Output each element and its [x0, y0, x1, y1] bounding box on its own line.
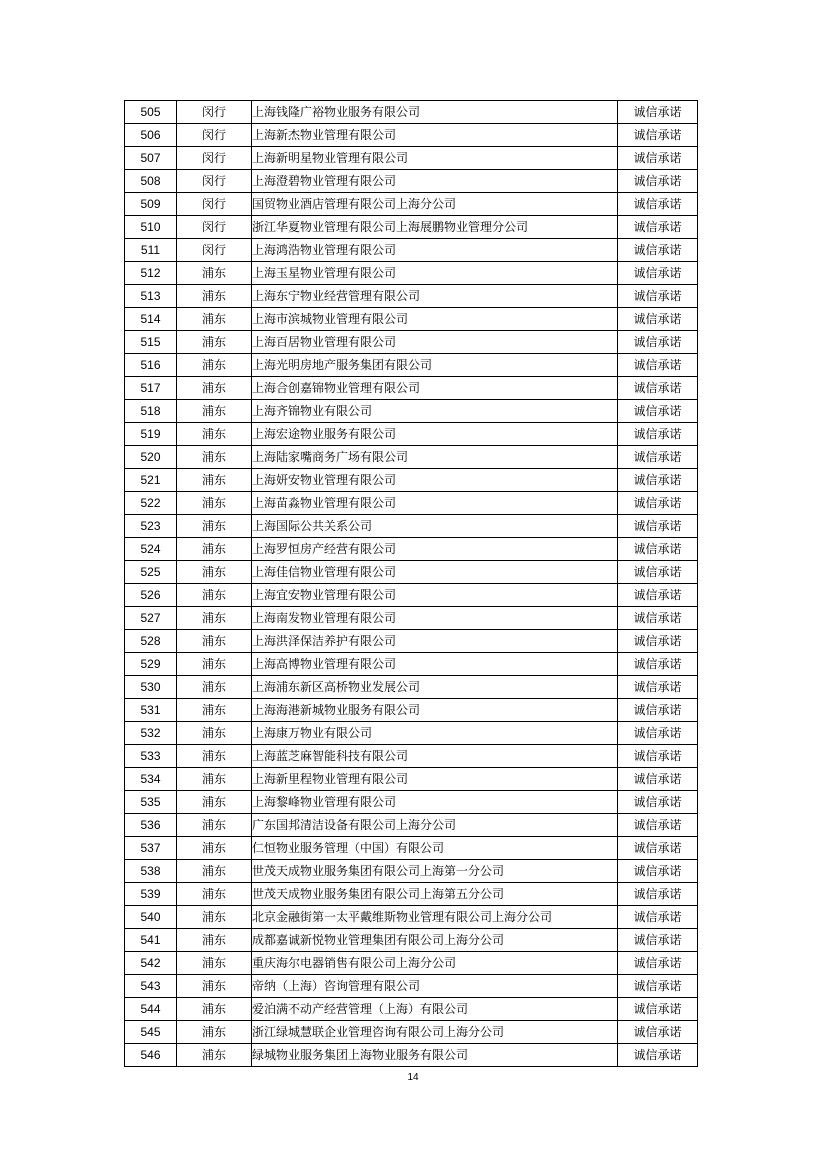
company-name-cell: 世茂天成物业服务集团有限公司上海第一分公司	[252, 860, 618, 883]
district-cell: 浦东	[177, 446, 252, 469]
commitment-type-cell: 诚信承诺	[618, 630, 698, 653]
row-number-cell: 527	[125, 607, 177, 630]
row-number-cell: 543	[125, 975, 177, 998]
table-row	[125, 998, 698, 1021]
row-number-cell: 513	[125, 285, 177, 308]
commitment-type-cell: 诚信承诺	[618, 193, 698, 216]
table-row	[125, 538, 698, 561]
row-number-cell: 524	[125, 538, 177, 561]
table-row	[125, 768, 698, 791]
company-name-cell: 上海洪泽保洁养护有限公司	[252, 630, 618, 653]
district-cell: 闵行	[177, 193, 252, 216]
row-number-cell: 526	[125, 584, 177, 607]
district-cell: 浦东	[177, 584, 252, 607]
district-cell: 浦东	[177, 630, 252, 653]
district-cell: 浦东	[177, 883, 252, 906]
table-row	[125, 653, 698, 676]
company-name-cell: 上海市滨城物业管理有限公司	[252, 308, 618, 331]
table-row	[125, 216, 698, 239]
table-row	[125, 952, 698, 975]
company-name-cell: 国贸物业酒店管理有限公司上海分公司	[252, 193, 618, 216]
company-table	[124, 100, 698, 1067]
company-name-cell: 上海东宁物业经营管理有限公司	[252, 285, 618, 308]
company-name-cell: 上海宏途物业服务有限公司	[252, 423, 618, 446]
company-name-cell: 上海陆家嘴商务广场有限公司	[252, 446, 618, 469]
commitment-type-cell: 诚信承诺	[618, 561, 698, 584]
district-cell: 浦东	[177, 676, 252, 699]
company-name-cell: 广东国邦清洁设备有限公司上海分公司	[252, 814, 618, 837]
company-name-cell: 上海光明房地产服务集团有限公司	[252, 354, 618, 377]
company-name-cell: 世茂天成物业服务集团有限公司上海第五分公司	[252, 883, 618, 906]
district-cell: 浦东	[177, 607, 252, 630]
company-name-cell: 上海齐锦物业有限公司	[252, 400, 618, 423]
company-name-cell: 上海新里程物业管理有限公司	[252, 768, 618, 791]
company-name-cell: 北京金融街第一太平戴维斯物业管理有限公司上海分公司	[252, 906, 618, 929]
district-cell: 浦东	[177, 538, 252, 561]
commitment-type-cell: 诚信承诺	[618, 860, 698, 883]
table-row	[125, 515, 698, 538]
commitment-type-cell: 诚信承诺	[618, 469, 698, 492]
row-number-cell: 532	[125, 722, 177, 745]
district-cell: 浦东	[177, 768, 252, 791]
commitment-type-cell: 诚信承诺	[618, 331, 698, 354]
commitment-type-cell: 诚信承诺	[618, 1044, 698, 1067]
district-cell: 浦东	[177, 561, 252, 584]
district-cell: 浦东	[177, 791, 252, 814]
table-row	[125, 607, 698, 630]
commitment-type-cell: 诚信承诺	[618, 814, 698, 837]
district-cell: 浦东	[177, 722, 252, 745]
district-cell: 浦东	[177, 354, 252, 377]
table-row	[125, 676, 698, 699]
table-row	[125, 239, 698, 262]
row-number-cell: 518	[125, 400, 177, 423]
table-row	[125, 860, 698, 883]
table-body	[125, 101, 698, 1067]
district-cell: 浦东	[177, 814, 252, 837]
district-cell: 浦东	[177, 998, 252, 1021]
district-cell: 闵行	[177, 101, 252, 124]
commitment-type-cell: 诚信承诺	[618, 515, 698, 538]
row-number-cell: 530	[125, 676, 177, 699]
district-cell: 浦东	[177, 1021, 252, 1044]
commitment-type-cell: 诚信承诺	[618, 653, 698, 676]
table-row	[125, 262, 698, 285]
table-row	[125, 285, 698, 308]
row-number-cell: 510	[125, 216, 177, 239]
row-number-cell: 506	[125, 124, 177, 147]
row-number-cell: 517	[125, 377, 177, 400]
commitment-type-cell: 诚信承诺	[618, 423, 698, 446]
table-row	[125, 308, 698, 331]
row-number-cell: 508	[125, 170, 177, 193]
company-name-cell: 上海佳信物业管理有限公司	[252, 561, 618, 584]
company-name-cell: 上海妍安物业管理有限公司	[252, 469, 618, 492]
district-cell: 浦东	[177, 837, 252, 860]
district-cell: 浦东	[177, 860, 252, 883]
row-number-cell: 525	[125, 561, 177, 584]
district-cell: 浦东	[177, 400, 252, 423]
commitment-type-cell: 诚信承诺	[618, 446, 698, 469]
commitment-type-cell: 诚信承诺	[618, 722, 698, 745]
company-name-cell: 上海宜安物业管理有限公司	[252, 584, 618, 607]
table-row	[125, 906, 698, 929]
row-number-cell: 520	[125, 446, 177, 469]
commitment-type-cell: 诚信承诺	[618, 400, 698, 423]
district-cell: 浦东	[177, 308, 252, 331]
company-name-cell: 上海蓝芝麻智能科技有限公司	[252, 745, 618, 768]
company-name-cell: 上海国际公共关系公司	[252, 515, 618, 538]
commitment-type-cell: 诚信承诺	[618, 170, 698, 193]
district-cell: 浦东	[177, 929, 252, 952]
table-row	[125, 193, 698, 216]
district-cell: 闵行	[177, 216, 252, 239]
commitment-type-cell: 诚信承诺	[618, 147, 698, 170]
company-name-cell: 上海百居物业管理有限公司	[252, 331, 618, 354]
row-number-cell: 541	[125, 929, 177, 952]
table-row	[125, 124, 698, 147]
row-number-cell: 511	[125, 239, 177, 262]
page-number: 14	[407, 1072, 419, 1083]
commitment-type-cell: 诚信承诺	[618, 239, 698, 262]
company-name-cell: 上海浦东新区高桥物业发展公司	[252, 676, 618, 699]
table-row	[125, 1044, 698, 1067]
row-number-cell: 538	[125, 860, 177, 883]
company-name-cell: 上海钱隆广裕物业服务有限公司	[252, 101, 618, 124]
table-row	[125, 147, 698, 170]
district-cell: 浦东	[177, 1044, 252, 1067]
district-cell: 浦东	[177, 515, 252, 538]
district-cell: 闵行	[177, 124, 252, 147]
table-row	[125, 1021, 698, 1044]
company-name-cell: 成都嘉诚新悦物业管理集团有限公司上海分公司	[252, 929, 618, 952]
row-number-cell: 545	[125, 1021, 177, 1044]
company-name-cell: 上海罗恒房产经营有限公司	[252, 538, 618, 561]
table-row	[125, 377, 698, 400]
table-row	[125, 630, 698, 653]
district-cell: 浦东	[177, 262, 252, 285]
commitment-type-cell: 诚信承诺	[618, 607, 698, 630]
district-cell: 闵行	[177, 239, 252, 262]
row-number-cell: 523	[125, 515, 177, 538]
row-number-cell: 507	[125, 147, 177, 170]
row-number-cell: 539	[125, 883, 177, 906]
row-number-cell: 521	[125, 469, 177, 492]
table-row	[125, 400, 698, 423]
table-row	[125, 561, 698, 584]
company-name-cell: 上海新明星物业管理有限公司	[252, 147, 618, 170]
table-row	[125, 699, 698, 722]
company-name-cell: 上海玉星物业管理有限公司	[252, 262, 618, 285]
district-cell: 浦东	[177, 492, 252, 515]
commitment-type-cell: 诚信承诺	[618, 998, 698, 1021]
table-row	[125, 883, 698, 906]
company-name-cell: 浙江绿城慧联企业管理咨询有限公司上海分公司	[252, 1021, 618, 1044]
commitment-type-cell: 诚信承诺	[618, 308, 698, 331]
district-cell: 闵行	[177, 170, 252, 193]
company-name-cell: 绿城物业服务集团上海物业服务有限公司	[252, 1044, 618, 1067]
company-name-cell: 上海新杰物业管理有限公司	[252, 124, 618, 147]
commitment-type-cell: 诚信承诺	[618, 101, 698, 124]
commitment-type-cell: 诚信承诺	[618, 124, 698, 147]
district-cell: 闵行	[177, 147, 252, 170]
row-number-cell: 514	[125, 308, 177, 331]
commitment-type-cell: 诚信承诺	[618, 538, 698, 561]
commitment-type-cell: 诚信承诺	[618, 285, 698, 308]
row-number-cell: 544	[125, 998, 177, 1021]
row-number-cell: 535	[125, 791, 177, 814]
table-row	[125, 423, 698, 446]
commitment-type-cell: 诚信承诺	[618, 952, 698, 975]
district-cell: 浦东	[177, 906, 252, 929]
commitment-type-cell: 诚信承诺	[618, 768, 698, 791]
commitment-type-cell: 诚信承诺	[618, 906, 698, 929]
table-row	[125, 791, 698, 814]
company-name-cell: 上海康万物业有限公司	[252, 722, 618, 745]
district-cell: 浦东	[177, 469, 252, 492]
company-name-cell: 帝纳（上海）咨询管理有限公司	[252, 975, 618, 998]
table-row	[125, 722, 698, 745]
commitment-type-cell: 诚信承诺	[618, 216, 698, 239]
district-cell: 浦东	[177, 745, 252, 768]
commitment-type-cell: 诚信承诺	[618, 492, 698, 515]
table-row	[125, 331, 698, 354]
row-number-cell: 512	[125, 262, 177, 285]
table-row	[125, 170, 698, 193]
row-number-cell: 536	[125, 814, 177, 837]
row-number-cell: 534	[125, 768, 177, 791]
row-number-cell: 542	[125, 952, 177, 975]
district-cell: 浦东	[177, 952, 252, 975]
company-name-cell: 上海黎峰物业管理有限公司	[252, 791, 618, 814]
commitment-type-cell: 诚信承诺	[618, 676, 698, 699]
district-cell: 浦东	[177, 285, 252, 308]
commitment-type-cell: 诚信承诺	[618, 1021, 698, 1044]
table-row	[125, 584, 698, 607]
commitment-type-cell: 诚信承诺	[618, 262, 698, 285]
district-cell: 浦东	[177, 423, 252, 446]
district-cell: 浦东	[177, 975, 252, 998]
commitment-type-cell: 诚信承诺	[618, 929, 698, 952]
row-number-cell: 540	[125, 906, 177, 929]
row-number-cell: 522	[125, 492, 177, 515]
district-cell: 浦东	[177, 377, 252, 400]
commitment-type-cell: 诚信承诺	[618, 699, 698, 722]
commitment-type-cell: 诚信承诺	[618, 584, 698, 607]
table-row	[125, 354, 698, 377]
table-row	[125, 101, 698, 124]
row-number-cell: 537	[125, 837, 177, 860]
table-row	[125, 837, 698, 860]
district-cell: 浦东	[177, 653, 252, 676]
company-name-cell: 浙江华夏物业管理有限公司上海展鹏物业管理分公司	[252, 216, 618, 239]
row-number-cell: 505	[125, 101, 177, 124]
company-name-cell: 上海南发物业管理有限公司	[252, 607, 618, 630]
row-number-cell: 509	[125, 193, 177, 216]
table-row	[125, 492, 698, 515]
company-name-cell: 上海澄碧物业管理有限公司	[252, 170, 618, 193]
commitment-type-cell: 诚信承诺	[618, 377, 698, 400]
row-number-cell: 528	[125, 630, 177, 653]
row-number-cell: 546	[125, 1044, 177, 1067]
company-name-cell: 上海苗淼物业管理有限公司	[252, 492, 618, 515]
commitment-type-cell: 诚信承诺	[618, 975, 698, 998]
row-number-cell: 529	[125, 653, 177, 676]
row-number-cell: 519	[125, 423, 177, 446]
company-name-cell: 上海海港新城物业服务有限公司	[252, 699, 618, 722]
commitment-type-cell: 诚信承诺	[618, 791, 698, 814]
commitment-type-cell: 诚信承诺	[618, 745, 698, 768]
commitment-type-cell: 诚信承诺	[618, 837, 698, 860]
district-cell: 浦东	[177, 331, 252, 354]
table-row	[125, 446, 698, 469]
table-row	[125, 975, 698, 998]
company-name-cell: 爱泊满不动产经营管理（上海）有限公司	[252, 998, 618, 1021]
commitment-type-cell: 诚信承诺	[618, 354, 698, 377]
company-name-cell: 仁恒物业服务管理（中国）有限公司	[252, 837, 618, 860]
commitment-type-cell: 诚信承诺	[618, 883, 698, 906]
table-row	[125, 469, 698, 492]
company-name-cell: 重庆海尔电器销售有限公司上海分公司	[252, 952, 618, 975]
row-number-cell: 516	[125, 354, 177, 377]
table-row	[125, 814, 698, 837]
row-number-cell: 533	[125, 745, 177, 768]
company-name-cell: 上海合创嘉锦物业管理有限公司	[252, 377, 618, 400]
company-name-cell: 上海高博物业管理有限公司	[252, 653, 618, 676]
table-row	[125, 745, 698, 768]
company-name-cell: 上海鸿浩物业管理有限公司	[252, 239, 618, 262]
table-row	[125, 929, 698, 952]
row-number-cell: 531	[125, 699, 177, 722]
row-number-cell: 515	[125, 331, 177, 354]
district-cell: 浦东	[177, 699, 252, 722]
